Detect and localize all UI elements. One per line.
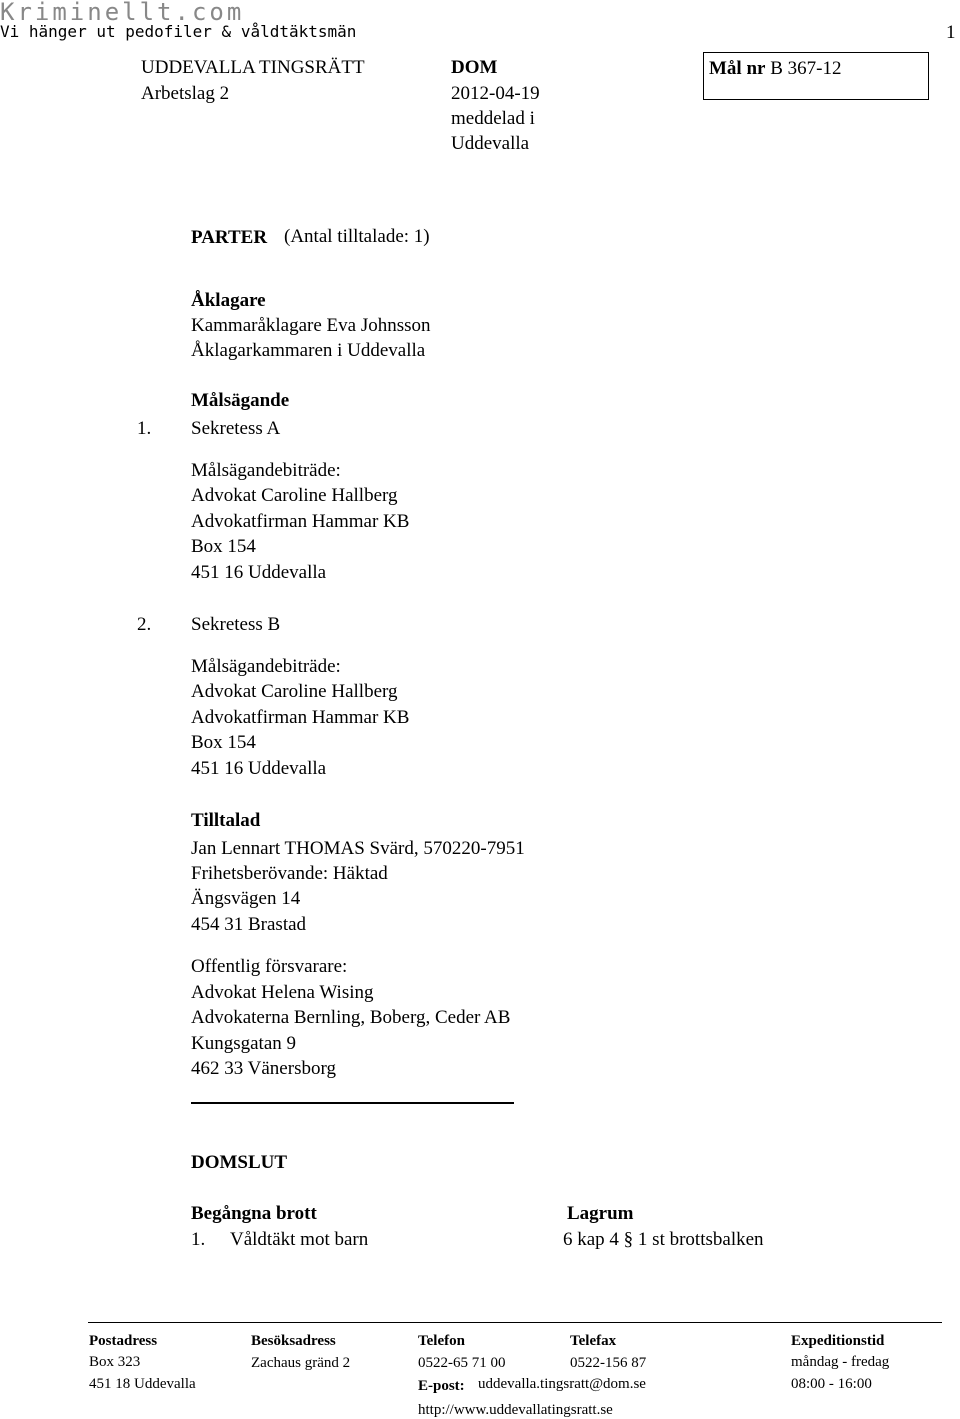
plaintiff-name: Sekretess A xyxy=(191,418,281,439)
defense-counsel-line: Advokaterna Bernling, Boberg, Ceder AB xyxy=(191,1007,511,1028)
issued-label: meddelad i xyxy=(451,108,535,129)
footer-fax-label: Telefax xyxy=(570,1333,617,1349)
footer-email[interactable]: uddevalla.tingsratt@dom.se xyxy=(478,1376,646,1392)
section-divider xyxy=(191,1102,514,1104)
footer-hours-time: 08:00 - 16:00 xyxy=(791,1376,872,1392)
case-value: B 367-12 xyxy=(770,58,842,79)
court-name: UDDEVALLA TINGSRÄTT xyxy=(141,57,365,78)
defense-counsel-line: 462 33 Vänersborg xyxy=(191,1058,336,1079)
footer-phone-label: Telefon xyxy=(418,1333,465,1349)
court-division: Arbetslag 2 xyxy=(141,83,230,104)
watermark-site: Kriminellt.com xyxy=(0,0,245,26)
defendant-line: Frihetsberövande: Häktad xyxy=(191,863,388,884)
doc-type: DOM xyxy=(451,57,498,78)
plaintiff-counsel-line: Box 154 xyxy=(191,536,256,557)
footer-postal-line: 451 18 Uddevalla xyxy=(89,1376,196,1392)
plaintiff-counsel-line: Advokat Caroline Hallberg xyxy=(191,681,398,702)
parties-note: (Antal tilltalade: 1) xyxy=(284,226,430,247)
defense-counsel-line: Advokat Helena Wising xyxy=(191,982,374,1003)
footer-divider xyxy=(88,1322,942,1323)
parties-heading: PARTER xyxy=(191,227,268,248)
plaintiff-counsel-line: Advokat Caroline Hallberg xyxy=(191,485,398,506)
defendant-line: Ängsvägen 14 xyxy=(191,888,301,909)
defendant-line: 454 31 Brastad xyxy=(191,914,307,935)
plaintiff-counsel-line: 451 16 Uddevalla xyxy=(191,562,327,583)
footer-visit-line: Zachaus gränd 2 xyxy=(251,1355,351,1371)
crime-name: Våldtäkt mot barn xyxy=(230,1229,369,1250)
plaintiff-name: Sekretess B xyxy=(191,614,281,635)
prosecutor-line: Kammaråklagare Eva Johnsson xyxy=(191,315,431,336)
page-number: 1 xyxy=(946,22,956,43)
defendant-heading: Tilltalad xyxy=(191,810,261,831)
plaintiff-counsel-line: Box 154 xyxy=(191,732,256,753)
plaintiff-counsel-line: 451 16 Uddevalla xyxy=(191,758,327,779)
prosecutor-line: Åklagarkammaren i Uddevalla xyxy=(191,340,426,361)
plaintiff-counsel-line: Advokatfirman Hammar KB xyxy=(191,707,410,728)
plaintiff-counsel-label: Målsägandebiträde: xyxy=(191,656,341,677)
plaintiff-number: 1. xyxy=(137,418,152,439)
footer-visit-label: Besöksadress xyxy=(251,1333,336,1349)
defendant-line: Jan Lennart THOMAS Svärd, 570220-7951 xyxy=(191,838,525,859)
footer-hours-days: måndag - fredag xyxy=(791,1354,890,1370)
prosecutor-heading: Åklagare xyxy=(191,290,266,311)
doc-date: 2012-04-19 xyxy=(451,83,540,104)
crimes-heading: Begångna brott xyxy=(191,1203,317,1224)
issued-place: Uddevalla xyxy=(451,133,530,154)
footer-fax: 0522-156 87 xyxy=(570,1355,647,1371)
plaintiff-counsel-line: Advokatfirman Hammar KB xyxy=(191,511,410,532)
case-label: Mål nr xyxy=(709,58,766,79)
watermark-tagline: Vi hänger ut pedofiler & våldtäktsmän xyxy=(0,22,357,41)
footer-hours-label: Expeditionstid xyxy=(791,1333,885,1349)
law-heading: Lagrum xyxy=(567,1203,634,1224)
footer-postal-label: Postadress xyxy=(89,1333,158,1349)
plaintiff-counsel-label: Målsägandebiträde: xyxy=(191,460,341,481)
defense-counsel-label: Offentlig försvarare: xyxy=(191,956,348,977)
plaintiff-number: 2. xyxy=(137,614,152,635)
crime-number: 1. xyxy=(191,1229,206,1250)
case-number xyxy=(709,58,841,80)
footer-website[interactable]: http://www.uddevallatingsratt.se xyxy=(418,1402,613,1418)
verdict-heading: DOMSLUT xyxy=(191,1152,288,1173)
plaintiffs-heading: Målsägande xyxy=(191,390,290,411)
crime-law: 6 kap 4 § 1 st brottsbalken xyxy=(563,1229,764,1250)
footer-email-label: E-post: xyxy=(418,1378,465,1394)
footer-phone: 0522-65 71 00 xyxy=(418,1355,506,1371)
footer-postal-line: Box 323 xyxy=(89,1354,141,1370)
defense-counsel-line: Kungsgatan 9 xyxy=(191,1033,297,1054)
